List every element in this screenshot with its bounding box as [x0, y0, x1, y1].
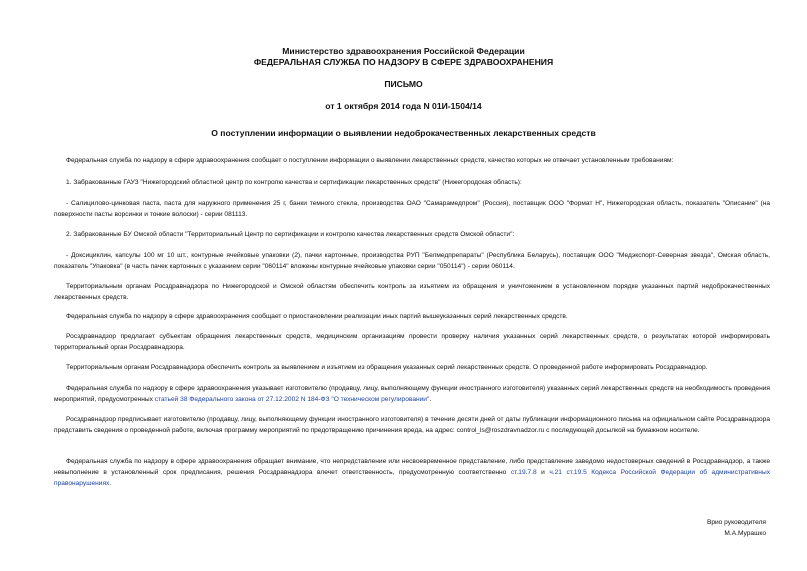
- paragraph-text: .: [109, 480, 112, 487]
- paragraph-prescription: Росздравнадзор предписывает изготовителю (продавцу, лицу, выполняющему функции иностранного изготовителя) в течение десяти дней от даты публикации информационного письма на официальном сайте Росздравнадзора представить сведения о проведенной работе, включая программу мероприятий по предотвращению причинения вреда, на адрес: control_ls@roszdravnadzor.ru с последующей досылкой на бумажном носителе.: [54, 416, 770, 434]
- paragraph-text: Федеральная служба по надзору в сфере здравоохранения обращает внимание, что непредставление или несвоевременное представление, либо представление заведомо недостоверных сведений в Росздравнадзор, а также невыполнение в установленный срок предписания, решения Росздравнадзора влечет ответственность, предусмотренную соответственно: [54, 458, 770, 476]
- federal-law-link[interactable]: статьей 38 Федерального закона от 27.12.2002 N 184-ФЗ "О техническом регулировании": [154, 396, 430, 403]
- doc-date-number: от 1 октября 2014 года N 01И-1504/14: [325, 101, 482, 111]
- paragraph-text: .: [429, 396, 432, 403]
- paragraph-text: и: [536, 469, 550, 476]
- ministry-title: Министерство здравоохранения Российской Федерации: [282, 46, 525, 56]
- doc-type: ПИСЬМО: [384, 79, 423, 89]
- service-title: ФЕДЕРАЛЬНАЯ СЛУЖБА ПО НАДЗОРУ В СФЕРЕ ЗДРАВООХРАНЕНИЯ: [253, 57, 554, 67]
- paragraph-item-2: 2. Забракованные БУ Омской области "Территориальный Центр по сертификации и контролю качества лекарственных средств Омской области":: [66, 231, 515, 238]
- paragraph-manufacturer-measures: [54, 383, 770, 405]
- paragraph-territorial-control: Территориальным органам Росздравнадзора по Нижегородской и Омской областям обеспечить контроль за изъятием из обращения и уничтожением в установленном порядке указанных партий недоброкачественных лекарственных средств.: [54, 283, 770, 301]
- paragraph-text: Федеральная служба по надзору в сфере здравоохранения указывает изготовителю (продавцу, лицу, выполняющему функции иностранного изготовителя) указанных серий лекарственных средств на необходимость проведения мероприятий, предусмотренных: [54, 385, 770, 403]
- paragraph-item-2-detail: - Доксициклин, капсулы 100 мг 10 шт., контурные ячейковые упаковки (2), пачки картонные, производства РУП "Белмедпрепараты" (Республика Беларусь), поставщик ООО "Медэкспорт-Северная звезда", Омская область, показатель "Упаковка" (в часть пачек картонных с указанием серии "060114" вложены контурные ячейковые упаковки серии "050114") - серии 060114.: [54, 252, 770, 270]
- signature-title: Врио руководителя: [706, 519, 766, 526]
- paragraph-item-1-detail: - Салицилово-цинковая паста, паста для наружного применения 25 г, банки темного стекла, производства ОАО "Самарамедпром" (Россия), поставщик ООО "Формат Н", Нижегородская область, показатель "Описание" (на поверхности пасты ворсинки и тонкие волоски) - серии 081113.: [54, 200, 770, 218]
- signature-name: М.А.Мурашко: [724, 530, 766, 537]
- paragraph-territorial-report: Территориальным органам Росздравнадзора обеспечить контроль за выявлением и изъятием из обращения указанных серий лекарственных средств. О проведенной работе информировать Росздравнадзор.: [66, 364, 708, 371]
- paragraph-inspection: Росздравнадзор предлагает субъектам обращения лекарственных средств, медицинским организациям провести проверку наличия указанных серий лекарственных средств, о результатах которой информировать территориальный орган Росздравнадзора.: [54, 333, 770, 351]
- paragraph-intro: Федеральная служба по надзору в сфере здравоохранения сообщает о поступлении информации о выявлении лекарственных средств, качество которых не отвечает установленным требованиям:: [66, 157, 674, 164]
- paragraph-liability: [54, 456, 770, 489]
- article-19-7-8-link[interactable]: ст.19.7.8: [510, 469, 537, 476]
- paragraph-suspension: Федеральная служба по надзору в сфере здравоохранения сообщает о приостановлении реализации иных партий вышеуказанных серий лекарственных средств.: [66, 313, 568, 320]
- doc-subject: О поступлении информации о выявлении недоброкачественных лекарственных средств: [211, 128, 596, 138]
- paragraph-item-1: 1. Забракованные ГАУЗ "Нижегородский областной центр по контролю качества и сертификации лекарственных средств" (Нижегородская область):: [66, 179, 522, 186]
- article-19-5-link[interactable]: ч.21 ст.19.5 Кодекса Российской Федерации об административных правонарушениях: [54, 469, 770, 487]
